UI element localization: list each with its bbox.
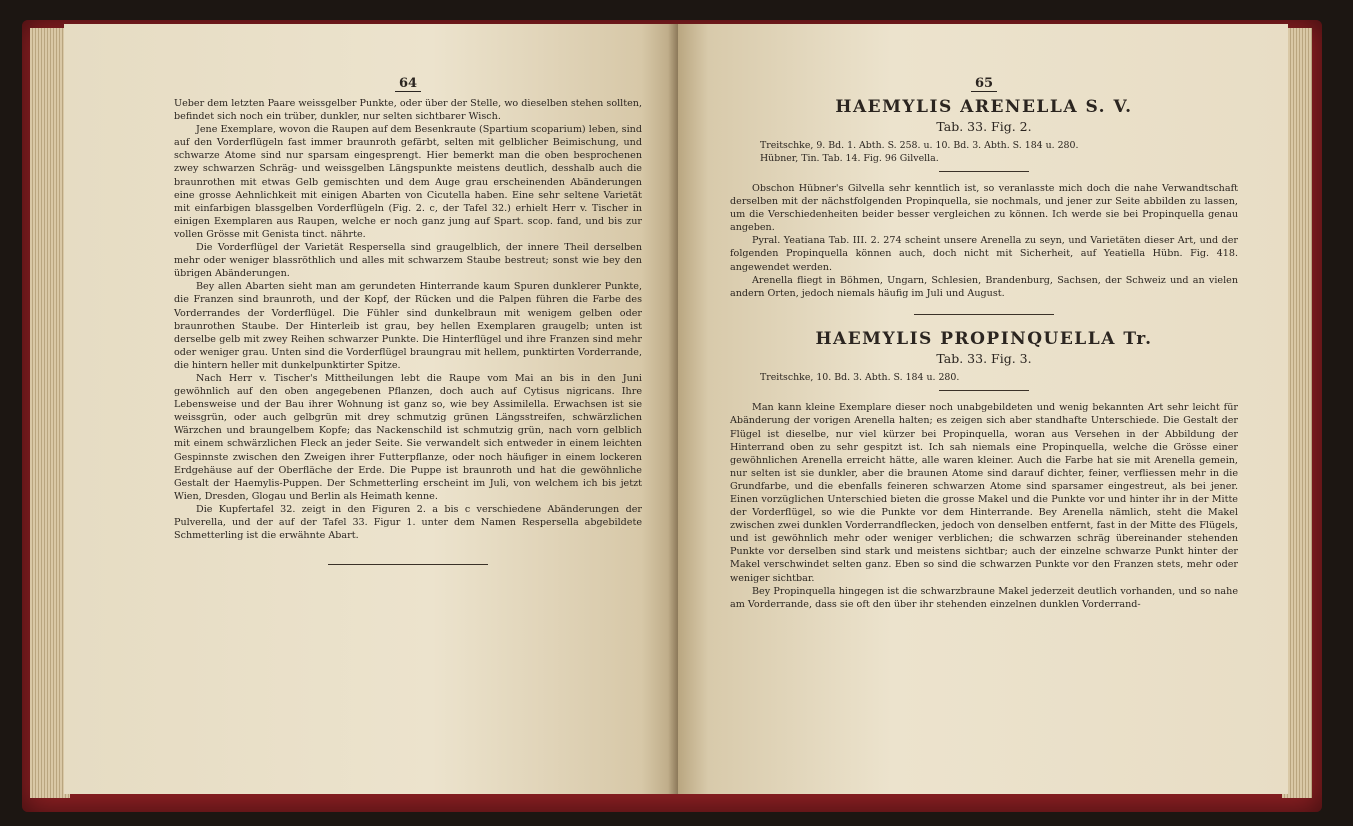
paragraph: Ueber dem letzten Paare weissgelber Punkte, oder über der Stelle, wo dieselben stehen sollten, befindet sich noch ein trüber, dunkler, nur selten sichtbarer Wisch. xyxy=(174,98,642,123)
paragraph: Jene Exemplare, wovon die Raupen auf dem Besenkraute (Spartium scoparium) leben, sind auf den Vorderflügeln fast immer braunroth gefärbt, selten mit gelblicher Beimischung, und schwarze Atome sind nur sparsam eingesprengt. Hier bemerkt man die oben besprochenen zwey schwarzen Schräg- und weissgelben Längspunkte meistens deutlich, desshalb auch die braunrothen mit etwas Gelb gemischten und dem Auge grau erscheinenden Abänderungen eine grosse Aehnlichkeit mit einigen Abarten von Cicutella haben. Eine sehr seltene Varietät mit einfarbigen blassgelben Vorderflügeln (Fig. 2. c, der Tafel 32.) erhielt Herr v. Tischer in einigen Exemplaren aus Raupen, welche er noch ganz jung auf Spart. scop. fand, und bis zur vollen Grösse mit Genista tinct. nährte. xyxy=(174,124,642,240)
citation: Treitschke, 10. Bd. 3. Abth. S. 184 u. 280. xyxy=(760,371,960,383)
left-page xyxy=(64,24,678,794)
paragraph: Bey allen Abarten sieht man am gerundeten Hinterrande kaum Spuren dunklerer Punkte, die Franzen sind braunroth, und der Kopf, der Rücken und die Palpen führen die Farbe des Vorderrandes der Vorderflügel. Die Fühler sind dunkelbraun mit wenigem gelben oder braunrothen Staube. Der Hinterleib ist grau, bey hellen Exemplaren graugelb; unten ist derselbe gelb mit zwey Reihen schwarzer Punkte. Die Hinterflügel und ihre Franzen sind mehr oder weniger grau. Unten sind die Vorderflügel braungrau mit hellem, punktirten Vorderrande, die hintern heller mit dunkelpunktirter Spitze. xyxy=(174,281,642,371)
paragraph: Obschon Hübner's Gilvella sehr kenntlich ist, so veranlasste mich doch die nahe Verwandtschaft derselben mit der nächstfolgenden Propinquella, sie nochmals, und jener zur Seite abbilden zu lassen, um die Verschiedenheiten beider besser vergleichen zu können. Ich werde sie bei Propinquella genau angeben. xyxy=(730,183,1238,234)
plate-reference: Tab. 33. Fig. 2. xyxy=(936,119,1032,134)
paragraph: Arenella fliegt in Böhmen, Ungarn, Schlesien, Brandenburg, Sachsen, der Schweiz und an vielen andern Orten, jedoch niemals häufig im Juli und August. xyxy=(730,274,1238,299)
page-number xyxy=(174,76,642,91)
species-heading: HAEMYLIS PROPINQUELLA Tr. xyxy=(815,328,1153,349)
paragraph: Die Vorderflügel der Varietät Respersella sind graugelblich, der innere Theil derselben mehr oder weniger blassröthlich und alles mit schwarzem Staube bestreut; sonst wie bey den übrigen Abänderungen. xyxy=(174,242,642,280)
page-number xyxy=(730,76,1238,91)
species-heading: HAEMYLIS ARENELLA S. V. xyxy=(835,97,1133,117)
divider xyxy=(914,314,1054,315)
paragraph: Pyral. Yeatiana Tab. III. 2. 274 scheint unsere Arenella zu seyn, und Varietäten dieser Art, und der folgenden Propinquella können auch, doch nicht mit Sicherheit, auf Yeatiella Hübn. Fig. 418. angewendet werden. xyxy=(730,235,1238,273)
page-number-text: 65 xyxy=(971,76,997,92)
paragraph: Die Kupfertafel 32. zeigt in den Figuren 2. a bis c verschiedene Abänderungen der Pulverella, und der auf der Tafel 33. Figur 1. unter dem Namen Respersella abgebildete Schmetterling ist die erwähnte Abart. xyxy=(174,503,642,542)
divider xyxy=(328,564,488,565)
citation: Hübner, Tin. Tab. 14. Fig. 96 Gilvella. xyxy=(760,152,939,164)
right-page xyxy=(678,24,1288,794)
divider xyxy=(939,390,1029,391)
plate-reference: Tab. 33. Fig. 3. xyxy=(936,350,1032,366)
divider xyxy=(939,171,1029,172)
paragraph: Man kann kleine Exemplare dieser noch unabgebildeten und wenig bekannten Art sehr leicht für Abänderung der vorigen Arenella halten; es zeigen sich aber standhafte Unterschiede. Die Gestalt der Flügel ist dieselbe, nur viel kürzer bei Propinquella, woran aus Versehen in der Abbildung der Hinterrand oben zu sehr gespitzt ist. Ich sah niemals eine Propinquella, welche die Grösse einer gewöhnlichen Arenella erreicht hätte, alle waren kleiner. Auch die Farbe hat sie mit Arenella gemein, nur selten ist sie dunkler, aber die braunen Atome sind darauf dichter, feiner, verfliessen mehr in die Grundfarbe, und die ebenfalls feineren schwarzen Atome sind sparsamer eingestreut, als bei jener. Einen vorzüglichen Unterschied bieten die grosse Makel und die Punkte vor und hinter ihr in der Mitte der Vorderflügel, so wie die Punkte vor dem Hinterrande. Bey Arenella nämlich, steht die Makel zwischen zwei dunklen Vorderrandflecken, jedoch von denselben entfernt, fast in der Mitte des Flügels, und ist gewöhnlich mehr oder weniger verblichen; die schwarzen schräg übereinander stehenden Punkte vor derselben sind stark und meistens sichtbar; auch der einzelne schwarze Punkt hinter der Makel verschwindet selten ganz. Eben so sind die schwarzen Punkte vor den Franzen stets, mehr oder weniger sichtbar. xyxy=(730,402,1238,584)
paragraph: Bey Propinquella hingegen ist die schwarzbraune Makel jederzeit deutlich vorhanden, und so nahe am Vorderrande, dass sie oft den über ihr stehenden einzelnen dunklen Vorderrand- xyxy=(730,585,1238,610)
page-number-text: 64 xyxy=(395,76,421,92)
paragraph: Nach Herr v. Tischer's Mittheilungen lebt die Raupe vom Mai an bis in den Juni gewöhnlich auf den oben angegebenen Pflanzen, doch auch auf Cytisus nigricans. Ihre Lebensweise und der Bau ihrer Wohnung ist ganz so, wie bey Assimilella. Erwachsen ist sie weissgrün, oder auch gelbgrün mit drey schmutzig grünen Längsstreifen, schwärzlichen Wärzchen und braungelbem Kopfe; das Nackenschild ist schmutzig grün, nach vorn gelblich mit einem schwärzlichen Fleck an jeder Seite. Sie verwandelt sich entweder in einem leichten Gespinnste zwischen den Zweigen ihrer Futterpflanze, oder noch häufiger in einem lockeren Erdgehäuse auf der Oberfläche der Erde. Die Puppe ist braunroth und hat die gewöhnliche Gestalt der Haemylis-Puppen. Der Schmetterling erscheint im Juli, von welchem ich bis jetzt Wien, Dresden, Glogau und Berlin als Heimath kenne. xyxy=(174,372,642,502)
citation: Treitschke, 9. Bd. 1. Abth. S. 258. u. 10. Bd. 3. Abth. S. 184 u. 280. xyxy=(760,140,1079,151)
